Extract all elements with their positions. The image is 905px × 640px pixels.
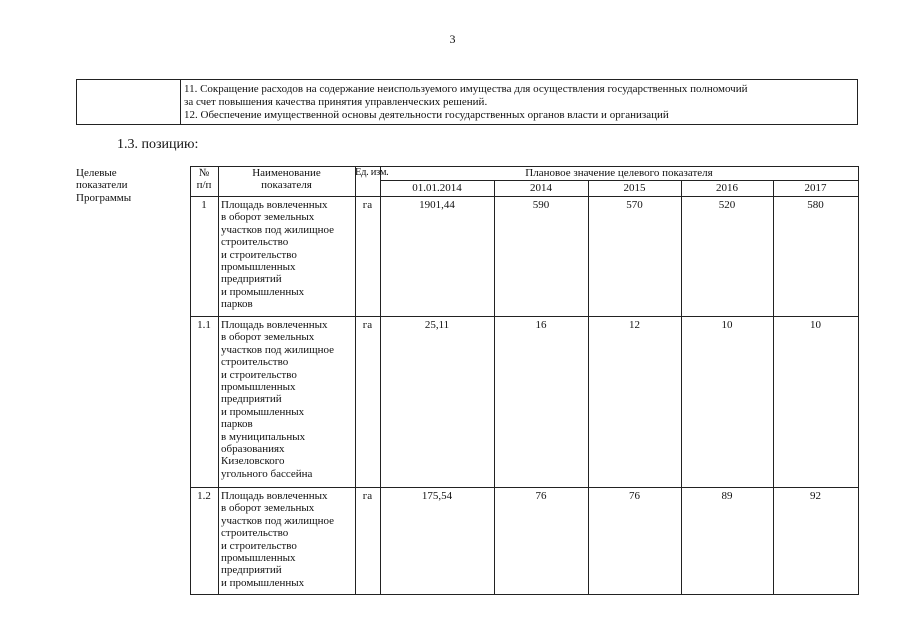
value-cell: 12	[629, 319, 640, 331]
targets-label: Целевые показатели Программы	[76, 167, 132, 204]
header-year: 2014	[530, 182, 552, 194]
value-cell: 175,54	[421, 490, 453, 502]
value-cell: 570	[626, 199, 643, 211]
header-name: Наименование показателя	[252, 167, 321, 192]
value-cell: 92	[810, 490, 821, 502]
header-year: 2017	[804, 182, 827, 194]
indicator-name: Площадь вовлеченных в оборот земельных участков под жилищное строительство и строительство промышленных предприятий и промышленных	[221, 490, 334, 589]
goals-box-text	[184, 83, 853, 122]
table-rule	[681, 180, 682, 595]
table-rule	[858, 166, 859, 595]
goal-line: за счет повышения качества принятия управленческих решений.	[184, 96, 488, 108]
indicators-table	[76, 166, 859, 596]
value-cell: 580	[807, 199, 824, 211]
table-rule	[190, 196, 859, 197]
unit-cell: га	[362, 199, 373, 211]
indicator-name: Площадь вовлеченных в оборот земельных участков под жилищное строительство и строительство промышленных предприятий и промышленных парков в муниципальных образованиях Кизеловского угольного бассейна	[221, 319, 334, 480]
goal-line: 11. Сокращение расходов на содержание неиспользуемого имущества для осуществления государственных полномочий	[184, 83, 748, 95]
row-number: 1.2	[197, 490, 211, 502]
table-rule	[380, 180, 859, 181]
row-number: 1.1	[197, 319, 211, 331]
page-number: 3	[449, 32, 456, 46]
row-number: 1	[201, 199, 207, 211]
table-rule	[218, 166, 219, 595]
goal-line: 12. Обеспечение имущественной основы деятельности государственных органов власти и организаций	[184, 109, 669, 121]
table-rule	[380, 166, 381, 595]
table-rule	[355, 166, 356, 595]
section-heading: 1.3. позицию:	[117, 137, 199, 152]
header-num: № п/п	[196, 167, 212, 192]
unit-cell: га	[362, 490, 373, 502]
header-plan: Плановое значение целевого показателя	[525, 167, 713, 179]
table-rule	[190, 487, 859, 488]
table-rule	[494, 180, 495, 595]
value-cell: 25,11	[424, 319, 450, 331]
unit-cell: га	[362, 319, 373, 331]
value-cell: 1901,44	[419, 199, 455, 211]
value-cell: 520	[718, 199, 736, 211]
table-rule	[190, 316, 859, 317]
value-cell: 16	[535, 319, 547, 331]
goals-box-left-cell	[77, 80, 181, 124]
value-cell: 76	[535, 490, 547, 502]
table-rule	[588, 180, 589, 595]
value-cell: 10	[721, 319, 733, 331]
goals-box	[76, 79, 858, 125]
value-cell: 590	[532, 199, 550, 211]
value-cell: 10	[810, 319, 821, 331]
value-cell: 76	[629, 490, 640, 502]
header-unit: Ед. изм.	[355, 167, 389, 178]
table-rule	[773, 180, 774, 595]
header-year: 2015	[623, 182, 646, 194]
value-cell: 89	[721, 490, 733, 502]
table-rule	[190, 594, 859, 595]
indicator-name: Площадь вовлеченных в оборот земельных участков под жилищное строительство и строительство промышленных предприятий и промышленных парков	[221, 199, 334, 311]
header-year: 2016	[716, 182, 738, 194]
table-rule	[190, 166, 191, 595]
header-year: 01.01.2014	[412, 182, 462, 194]
